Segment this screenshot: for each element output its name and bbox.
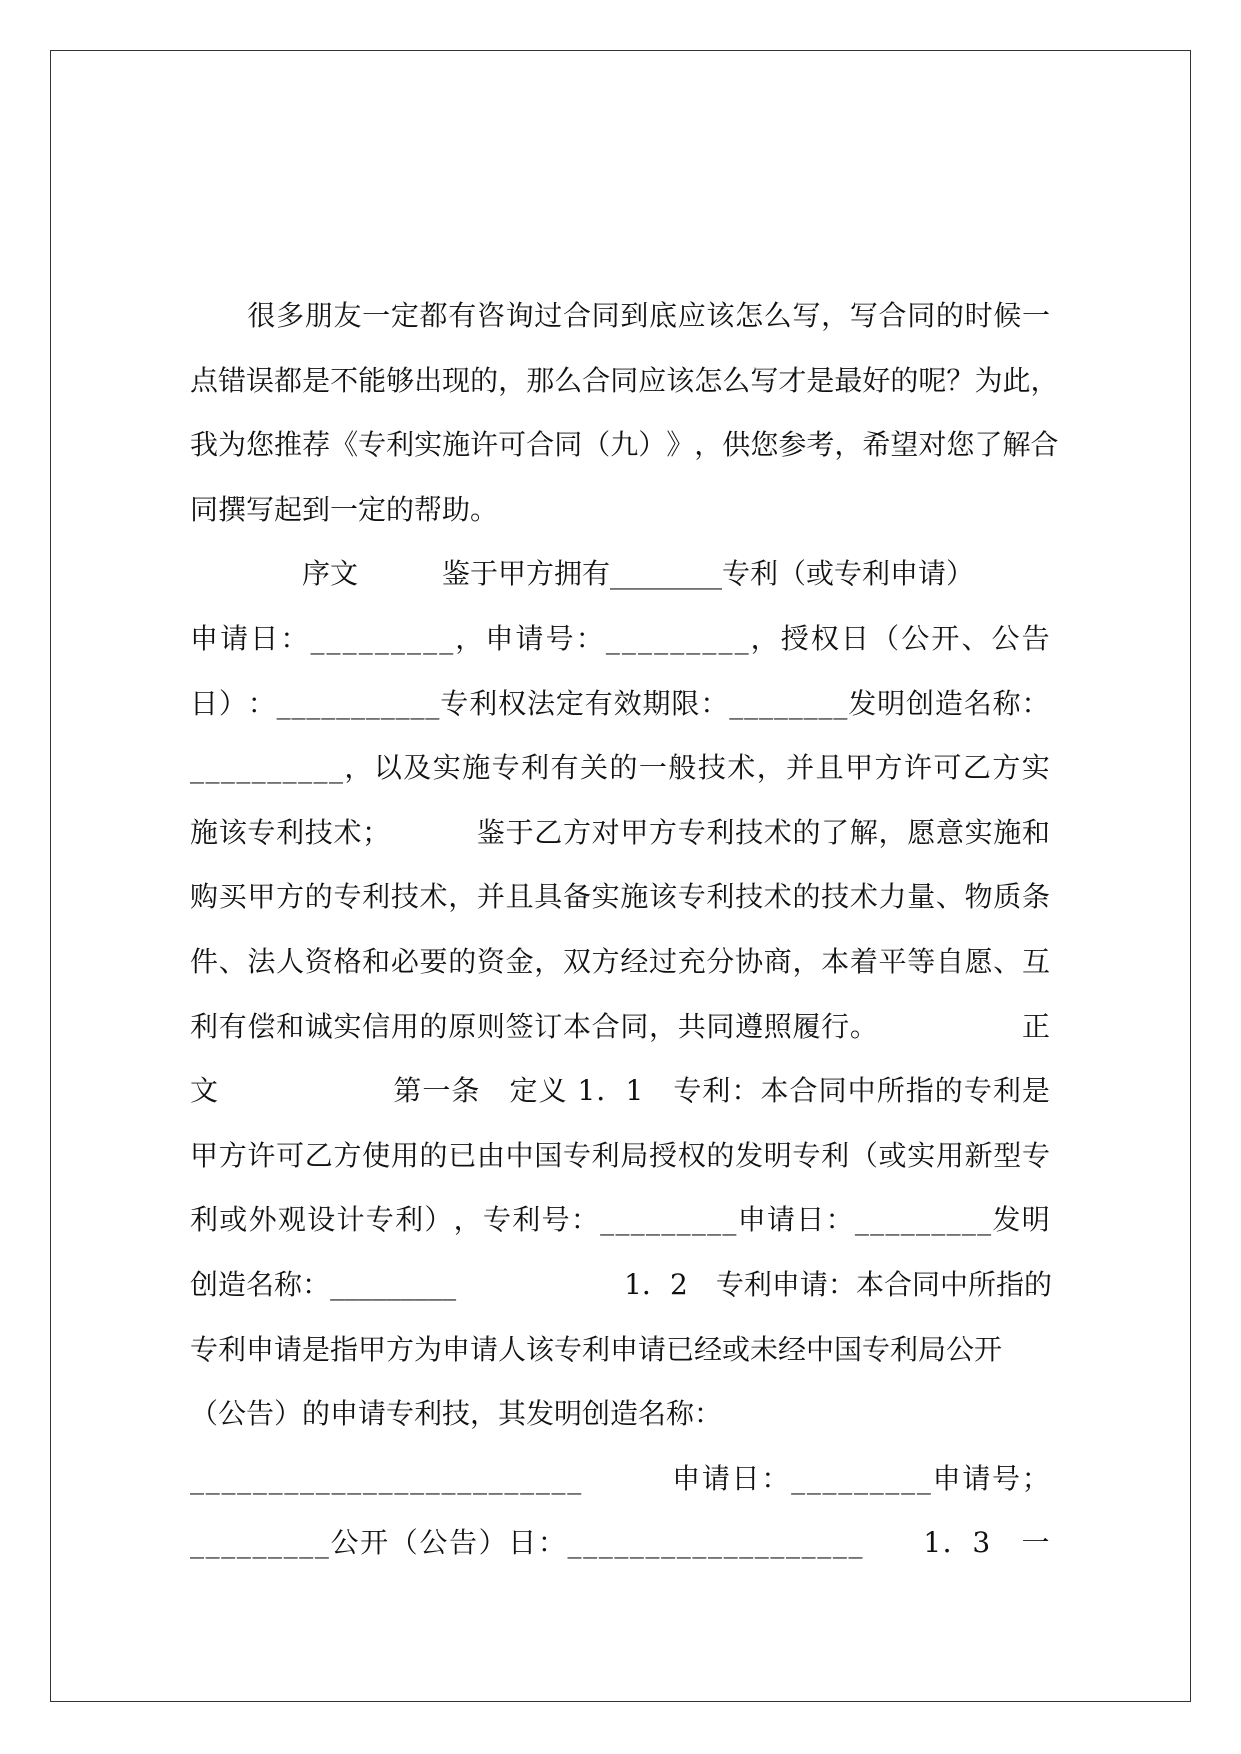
text-line: 利 或 外 观 设 计 专 利 ） ， 专 利 号 ： _ _ _ _ _ _ _ _ _ 申 请 日 ： _ _ _ _ _ _ _ _ _ 发 明: [190, 1203, 1050, 1237]
text-line: 甲 方 许 可 乙 方 使 用 的 已 由 中 国 专 利 局 授 权 的 发 明 专 利 （ 或 实 用 新 型 专: [190, 1138, 1050, 1172]
text-line: 序文 鉴于甲方拥有________专利（或专利申请）: [190, 557, 975, 591]
text-line: 日 ） ： _ _ _ _ _ _ _ _ _ _ _ 专 利 权 法 定 有 效 期 限 ： _ _ _ _ _ _ _ _ 发 明 创 造 名 称 ：: [190, 686, 1050, 720]
text-line: 购 买 甲 方 的 专 利 技 术 ， 并 且 具 备 实 施 该 专 利 技 术 的 技 术 力 量 、 物 质 条: [190, 880, 1050, 914]
text-line: （公告）的申请专利技，其发明创造名称：: [190, 1397, 723, 1431]
text-line: 我 为 您 推 荐 《 专 利 实 施 许 可 合 同 （ 九 ） 》 ， 供 您 参 考 ， 希 望 对 您 了 解 合: [190, 428, 1059, 462]
text-line: 创 造 名 称 ： _ _ _ _ _ _ _ _ _ 1 ． 2 专 利 申 请 ： 本 合 同 中 所 指 的: [190, 1267, 1053, 1301]
text-line: _ _ _ _ _ _ _ _ _ 公 开 （ 公 告 ） 日 ： _ _ _ _ _ _ _ _ _ _ _ _ _ _ _ _ _ _ _ 1 ． 3 一: [190, 1526, 1050, 1560]
text-line: _ _ _ _ _ _ _ _ _ _ _ _ _ _ _ _ _ _ _ _ _ _ _ _ _ 申 请 日 ： _ _ _ _ _ _ _ _ _ 申 请 号 ；: [190, 1461, 1050, 1495]
text-line: 申 请 日 ： _ _ _ _ _ _ _ _ _ ， 申 请 号 ： _ _ _ _ _ _ _ _ _ ， 授 权 日 （ 公 开 、 公 告: [190, 621, 1050, 655]
text-line: 点 错 误 都 是 不 能 够 出 现 的 ， 那 么 合 同 应 该 怎 么 写 才 是 最 好 的 呢 ？ 为 此 ，: [190, 363, 1059, 397]
text-line: 利 有 偿 和 诚 实 信 用 的 原 则 签 订 本 合 同 ， 共 同 遵 照 履 行 。 正: [190, 1009, 1050, 1043]
text-line: 专利申请是指甲方为申请人该专利申请已经或未经中国专利局公开: [190, 1332, 1003, 1366]
text-line: 文 第 一 条 定 义 1 ． 1 专 利 ： 本 合 同 中 所 指 的 专 利 是: [190, 1074, 1050, 1108]
document-body: [190, 284, 1059, 1576]
text-line: 同撰写起到一定的帮助。: [190, 492, 499, 526]
text-line: 施 该 专 利 技 术 ； 鉴 于 乙 方 对 甲 方 专 利 技 术 的 了 解 ， 愿 意 实 施 和: [190, 815, 1050, 849]
text-line: 很 多 朋 友 一 定 都 有 咨 询 过 合 同 到 底 应 该 怎 么 写 ， 写 合 同 的 时 候 一: [247, 299, 1050, 332]
text-line: 件 、 法 人 资 格 和 必 要 的 资 金 ， 双 方 经 过 充 分 协 商 ， 本 着 平 等 自 愿 、 互: [190, 944, 1050, 978]
text-line: _ _ _ _ _ _ _ _ _ _ ， 以 及 实 施 专 利 有 关 的 一 般 技 术 ， 并 且 甲 方 许 可 乙 方 实: [190, 751, 1050, 785]
